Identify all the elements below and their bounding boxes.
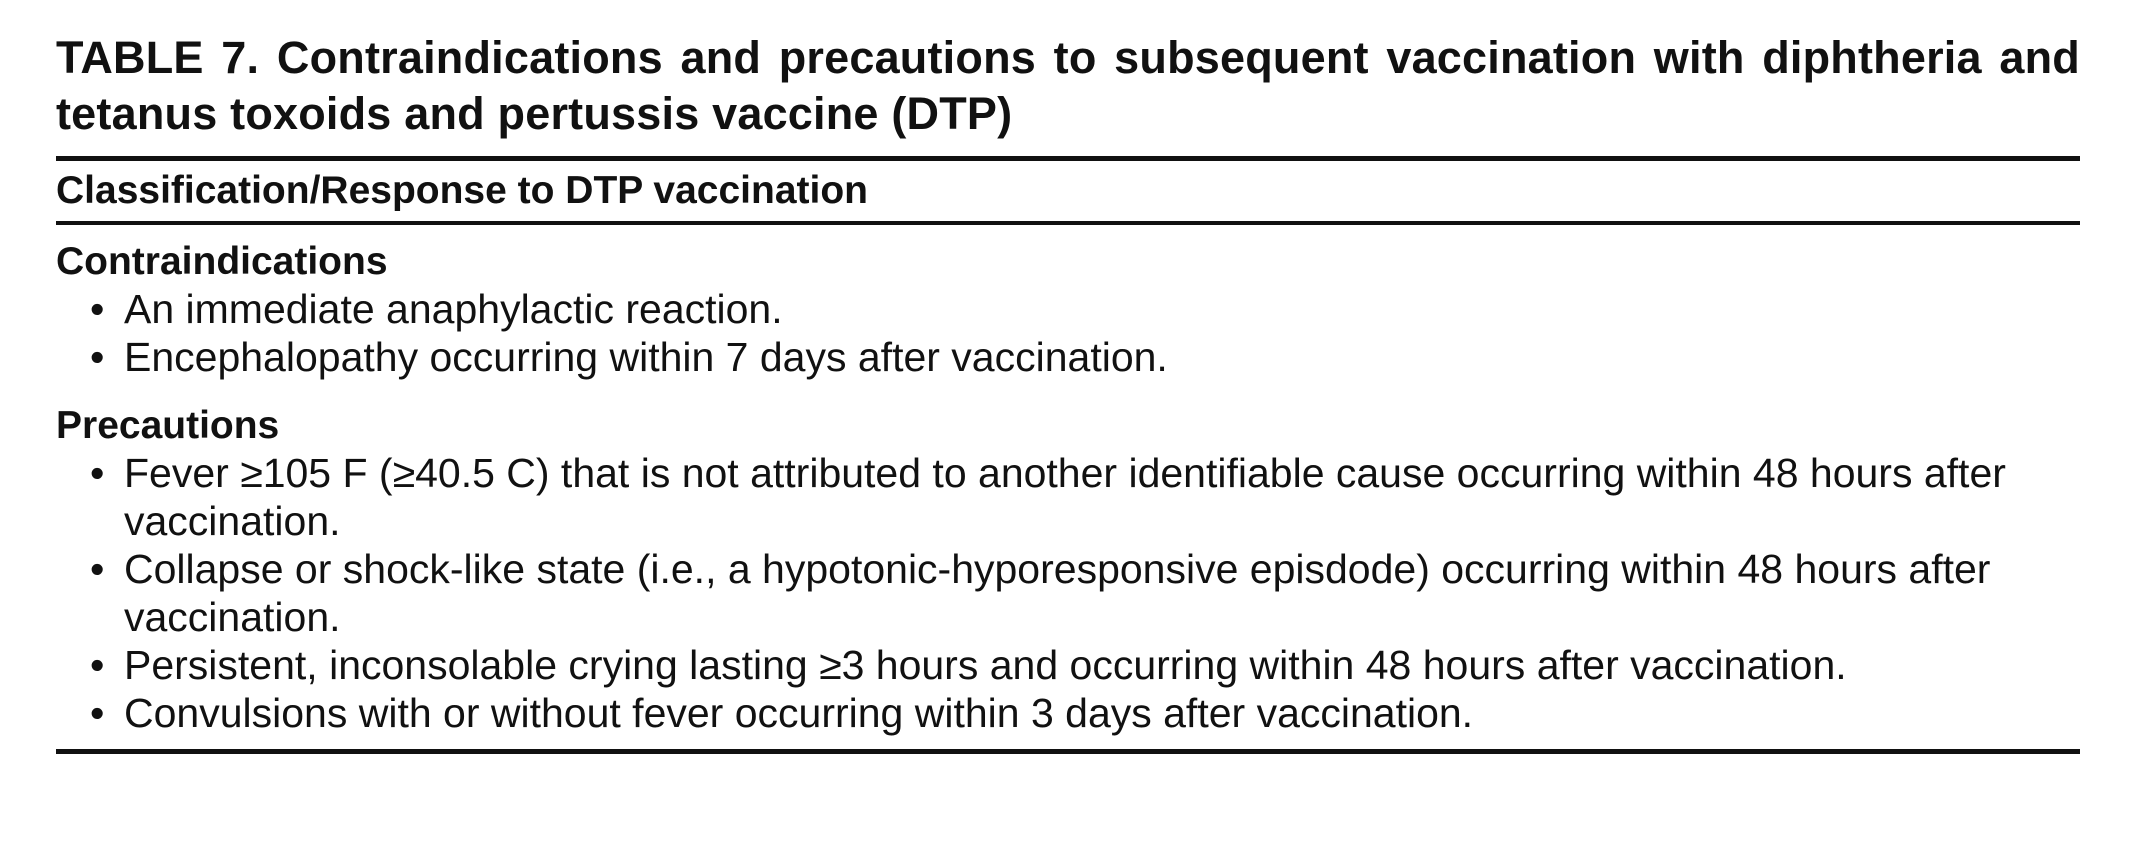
list-item: [56, 689, 2064, 737]
table-title-line-1: TABLE 7. Contraindications and precautions to subsequent vaccination with: [56, 32, 1745, 83]
bullet-icon: •: [90, 690, 105, 736]
bullet-icon: •: [90, 642, 105, 688]
list-item: [56, 285, 2064, 333]
top-rule: [56, 156, 2080, 161]
list-item-text: Encephalopathy occurring within 7 days after vaccination.: [124, 334, 1168, 380]
bullet-icon: •: [90, 334, 105, 380]
list-item: [56, 641, 2064, 689]
precautions-section: [56, 403, 2080, 737]
table-title-line-2: diphtheria and tetanus toxoids and pertussis vaccine (DTP): [56, 32, 2080, 139]
header-rule: [56, 221, 2080, 225]
list-item-text: Convulsions with or without fever occurring within 3 days after vaccination.: [124, 690, 1474, 736]
list-item-text: Collapse or shock-like state (i.e., a hypotonic-hyporesponsive episdode) occurring within 48 hours after vaccination.: [124, 546, 1991, 640]
list-item-text: Fever ≥105 F (≥40.5 C) that is not attributed to another identifiable cause occurring within 48 hours after vaccination.: [124, 450, 2006, 544]
list-item: [56, 333, 2064, 381]
list-item-text: An immediate anaphylactic reaction.: [124, 286, 783, 332]
precautions-list: [56, 449, 2080, 737]
section-heading-contraindications: Contraindications: [56, 240, 388, 283]
bullet-icon: •: [90, 450, 105, 496]
bullet-icon: •: [90, 286, 105, 332]
bullet-icon: •: [90, 546, 105, 592]
list-item-text: Persistent, inconsolable crying lasting ≥3 hours and occurring within 48 hours after vaccination.: [124, 642, 1847, 688]
column-header: Classification/Response to DTP vaccination: [56, 169, 868, 212]
list-item: [56, 545, 2064, 641]
list-item: [56, 449, 2064, 545]
section-heading-precautions: Precautions: [56, 404, 280, 447]
bottom-rule: [56, 749, 2080, 754]
dtp-table: [56, 30, 2080, 754]
table-title: [56, 30, 2080, 142]
contraindications-list: [56, 285, 2080, 381]
contraindications-section: [56, 239, 2080, 381]
